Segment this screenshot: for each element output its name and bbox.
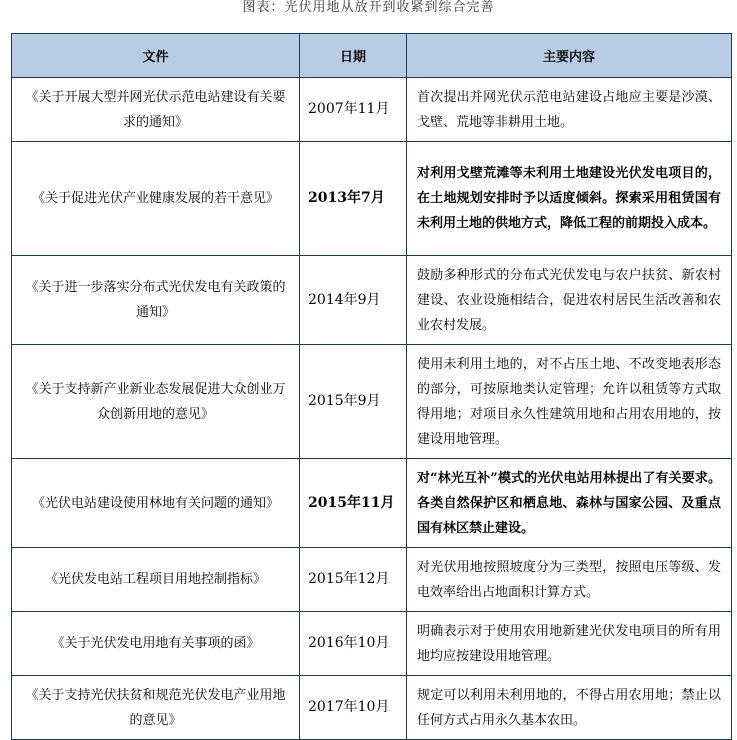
figure-caption: 图表：光伏用地从放开到收紧到综合完善 bbox=[242, 0, 495, 15]
header-document: 文件 bbox=[12, 34, 300, 78]
content-cell: 对利用戈壁荒滩等未利用土地建设光伏发电项目的，在土地规划安排时予以适度倾斜。探索采用租赁国有未利用土地的供地方式，降低工程的前期投入成本。 bbox=[407, 142, 732, 256]
table-row bbox=[12, 459, 732, 548]
document-cell: 《光伏发电站工程项目用地控制指标》 bbox=[12, 548, 300, 612]
document-cell: 《关于光伏发电用地有关事项的函》 bbox=[12, 612, 300, 676]
table-row bbox=[12, 612, 732, 676]
date-cell: 2015年11月 bbox=[300, 459, 407, 548]
document-cell: 《关于支持光伏扶贫和规范光伏发电产业用地的意见》 bbox=[12, 676, 300, 740]
content-cell: 首次提出并网光伏示范电站建设占地应主要是沙漠、戈壁、荒地等非耕用土地。 bbox=[407, 78, 732, 142]
date-cell: 2015年9月 bbox=[300, 345, 407, 459]
content-cell: 对光伏用地按照坡度分为三类型，按照电压等级、发电效率给出占地面积计算方式。 bbox=[407, 548, 732, 612]
header-content: 主要内容 bbox=[407, 34, 732, 78]
document-cell: 《光伏电站建设使用林地有关问题的通知》 bbox=[12, 459, 300, 548]
content-cell: 鼓励多种形式的分布式光伏发电与农户扶贫、新农村建设、农业设施相结合，促进农村居民生活改善和农业农村发展。 bbox=[407, 256, 732, 345]
table-header-row bbox=[12, 34, 732, 78]
document-cell: 《关于支持新产业新业态发展促进大众创业万众创新用地的意见》 bbox=[12, 345, 300, 459]
content-cell: 使用未利用土地的，对不占压土地、不改变地表形态的部分，可按原地类认定管理；允许以租赁等方式取得用地；对项目永久性建筑用地和占用农用地的，按建设用地管理。 bbox=[407, 345, 732, 459]
content-cell: 对“林光互补”模式的光伏电站用林提出了有关要求。各类自然保护区和栖息地、森林与国家公园、及重点国有林区禁止建设。 bbox=[407, 459, 732, 548]
date-cell: 2007年11月 bbox=[300, 78, 407, 142]
date-cell: 2013年7月 bbox=[300, 142, 407, 256]
policy-table bbox=[11, 33, 732, 740]
table-row bbox=[12, 548, 732, 612]
table-row bbox=[12, 345, 732, 459]
table-row bbox=[12, 256, 732, 345]
document-cell: 《关于开展大型并网光伏示范电站建设有关要求的通知》 bbox=[12, 78, 300, 142]
date-cell: 2017年10月 bbox=[300, 676, 407, 740]
date-cell: 2016年10月 bbox=[300, 612, 407, 676]
table-row bbox=[12, 78, 732, 142]
table-row bbox=[12, 676, 732, 740]
date-cell: 2015年12月 bbox=[300, 548, 407, 612]
content-cell: 明确表示对于使用农用地新建光伏发电项目的所有用地均应按建设用地管理。 bbox=[407, 612, 732, 676]
header-date: 日期 bbox=[300, 34, 407, 78]
date-cell: 2014年9月 bbox=[300, 256, 407, 345]
document-cell: 《关于促进光伏产业健康发展的若干意见》 bbox=[12, 142, 300, 256]
table-row bbox=[12, 142, 732, 256]
content-cell: 规定可以利用未利用地的，不得占用农用地；禁止以任何方式占用永久基本农田。 bbox=[407, 676, 732, 740]
document-cell: 《关于进一步落实分布式光伏发电有关政策的通知》 bbox=[12, 256, 300, 345]
